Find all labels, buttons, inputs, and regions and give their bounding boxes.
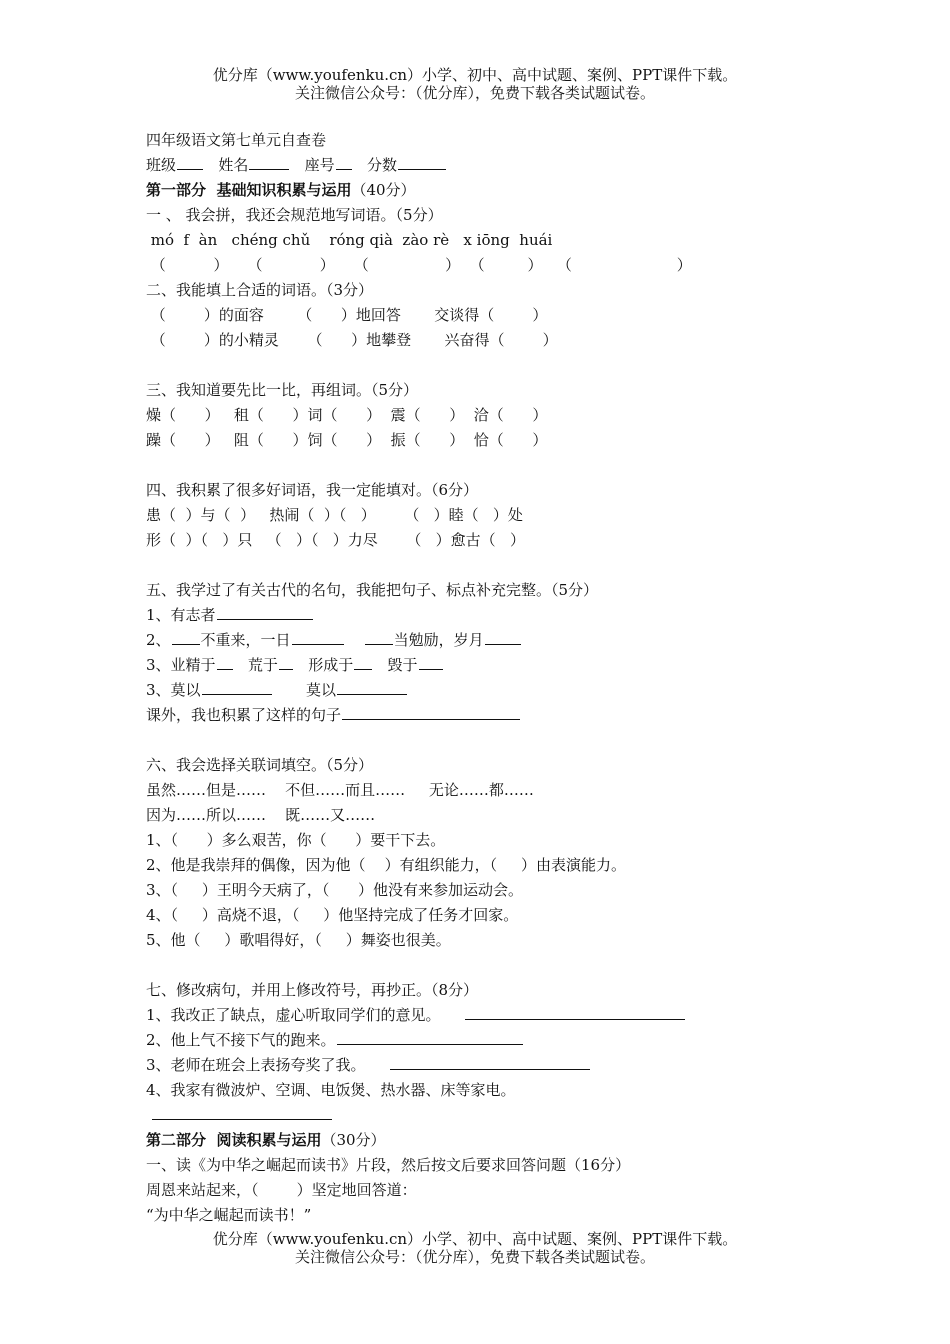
spacer <box>146 728 786 753</box>
answer-line[interactable] <box>337 1030 523 1045</box>
exam-content <box>146 128 786 1228</box>
s5-line-4 <box>146 678 786 703</box>
part1-heading <box>146 178 786 203</box>
spacer <box>146 353 786 378</box>
header-line-2: 关注微信公众号：（优分库），免费下载各类试题试卷。 <box>294 84 655 102</box>
footer-line-2: 关注微信公众号：（优分库），免费下载各类试题试卷。 <box>294 1248 655 1266</box>
s5-l1-text: 1、有志者 <box>146 606 216 624</box>
fill-blank[interactable] <box>365 630 393 645</box>
s1-heading: 一 、 我会拼，我还会规范地写词语。（5分） <box>146 206 443 224</box>
fill-blank[interactable] <box>279 655 293 670</box>
s5-line-2 <box>146 628 786 653</box>
s5-l4-text-a: 3、莫以 <box>146 681 201 699</box>
class-label: 班级 <box>146 156 177 174</box>
fill-blank[interactable] <box>485 630 521 645</box>
s2-line-1: （ ）的面容 （ ）地回答 交谈得（ ） <box>146 306 548 324</box>
r1-line-2: “为中华之崛起而读书！” <box>146 1206 312 1224</box>
fill-blank[interactable] <box>292 630 344 645</box>
s5-l2-text-c: 当勉励，岁月 <box>393 631 484 649</box>
answer-line[interactable] <box>390 1055 590 1070</box>
fill-blank[interactable] <box>354 655 372 670</box>
fill-blank[interactable] <box>217 655 233 670</box>
s2-heading: 二、我能填上合适的词语。（3分） <box>146 281 374 299</box>
spacer <box>146 453 786 478</box>
score-label: 分数 <box>366 156 397 174</box>
page-header <box>0 66 950 102</box>
spacer <box>146 553 786 578</box>
fill-blank[interactable] <box>419 655 443 670</box>
class-blank[interactable] <box>177 155 203 170</box>
s3-line-2: 躁（ ） 阻（ ）饲（ ） 振（ ） 恰（ ） <box>146 431 548 449</box>
fill-blank[interactable] <box>342 705 520 720</box>
name-label: 姓名 <box>218 156 249 174</box>
s5-line-1 <box>146 603 786 628</box>
s6-heading: 六、我会选择关联词填空。（5分） <box>146 756 374 774</box>
s5-l2-text-b: 不重来，一日 <box>200 631 291 649</box>
seat-label: 座号 <box>304 156 335 174</box>
s5-line-5 <box>146 703 786 728</box>
fill-blank[interactable] <box>337 680 407 695</box>
student-info-line <box>146 153 786 178</box>
s2-line-2: （ ）的小精灵 （ ）地攀登 兴奋得（ ） <box>146 331 558 349</box>
s7-q4-answer <box>146 1103 786 1128</box>
s1-pinyin: mó f àn chéng chǔ róng qià zào rè x iōng huái <box>146 231 553 249</box>
fill-blank[interactable] <box>217 605 313 620</box>
exam-title: 四年级语文第七单元自查卷 <box>146 131 327 149</box>
s6-question-2: 2、他是我崇拜的偶像，因为他（ ）有组织能力，（ ）由表演能力。 <box>146 856 626 874</box>
s6-options-1: 虽然……但是…… 不但……而且…… 无论……都…… <box>146 781 534 799</box>
s7-q3-text: 3、老师在班会上表扬夸奖了我。 <box>146 1056 366 1074</box>
s4-heading: 四、我积累了很多好词语，我一定能填对。（6分） <box>146 481 479 499</box>
s5-l4-text-b: 莫以 <box>305 681 336 699</box>
s6-question-5: 5、他（ ）歌唱得好，（ ）舞姿也很美。 <box>146 931 451 949</box>
answer-line[interactable] <box>465 1005 685 1020</box>
part1-score: （40分） <box>351 181 416 199</box>
s6-options-2: 因为……所以…… 既……又…… <box>146 806 376 824</box>
s7-q1-text: 1、我改正了缺点，虚心听取同学们的意见。 <box>146 1006 441 1024</box>
s5-l3-text-d: 毁于 <box>387 656 418 674</box>
s6-question-4: 4、（ ）高烧不退，（ ）他坚持完成了任务才回家。 <box>146 906 519 924</box>
header-line-1: 优分库（www.youfenku.cn）小学、初中、高中试题、案例、PPT课件下载。 <box>212 66 738 84</box>
seat-blank[interactable] <box>336 155 352 170</box>
s5-l3-text-c: 形成于 <box>308 656 354 674</box>
s7-question-1 <box>146 1003 786 1028</box>
part1-title: 第一部分 基础知识积累与运用 <box>146 181 352 199</box>
s5-l2-text-a: 2、 <box>146 631 171 649</box>
fill-blank[interactable] <box>172 630 200 645</box>
s6-question-3: 3、（ ）王明今天病了，（ ）他没有来参加运动会。 <box>146 881 523 899</box>
part2-score: （30分） <box>321 1131 386 1149</box>
s7-question-2 <box>146 1028 786 1053</box>
s3-heading: 三、我知道要先比一比，再组词。（5分） <box>146 381 419 399</box>
fill-blank[interactable] <box>202 680 272 695</box>
part2-title: 第二部分 阅读积累与运用 <box>146 1131 322 1149</box>
s5-l3-text-a: 3、业精于 <box>146 656 216 674</box>
s5-l5-text: 课外，我也积累了这样的句子 <box>146 706 342 724</box>
s7-question-3 <box>146 1053 786 1078</box>
s5-heading: 五、我学过了有关古代的名句，我能把句子、标点补充完整。（5分） <box>146 581 599 599</box>
s4-line-2: 形（ ）（ ）只 （ ）（ ）力尽 （ ）愈古（ ） <box>146 531 525 549</box>
part2-heading <box>146 1128 786 1153</box>
page-footer <box>0 1230 950 1266</box>
score-blank[interactable] <box>398 155 446 170</box>
s1-blanks: （ ） （ ） （ ） （ ） （ ） <box>146 256 692 274</box>
s5-line-3 <box>146 653 786 678</box>
r1-heading: 一、读《为中华之崛起而读书》片段，然后按文后要求回答问题（16分） <box>146 1156 631 1174</box>
s7-heading: 七、修改病句，并用上修改符号，再抄正。（8分） <box>146 981 479 999</box>
s6-question-1: 1、（ ）多么艰苦，你（ ）要干下去。 <box>146 831 446 849</box>
s7-question-4: 4、我家有微波炉、空调、电饭煲、热水器、床等家电。 <box>146 1081 516 1099</box>
spacer <box>146 953 786 978</box>
answer-line[interactable] <box>152 1105 332 1120</box>
name-blank[interactable] <box>249 155 289 170</box>
footer-line-1: 优分库（www.youfenku.cn）小学、初中、高中试题、案例、PPT课件下载。 <box>212 1230 738 1248</box>
r1-line-1: 周恩来站起来，（ ）坚定地回答道： <box>146 1181 417 1199</box>
s4-line-1: 患（ ）与（ ） 热闹（ ）（ ） （ ）睦（ ）处 <box>146 506 523 524</box>
s7-q2-text: 2、他上气不接下气的跑来。 <box>146 1031 336 1049</box>
s3-line-1: 燥（ ） 租（ ）词（ ） 震（ ） 洽（ ） <box>146 406 548 424</box>
s5-l3-text-b: 荒于 <box>247 656 278 674</box>
